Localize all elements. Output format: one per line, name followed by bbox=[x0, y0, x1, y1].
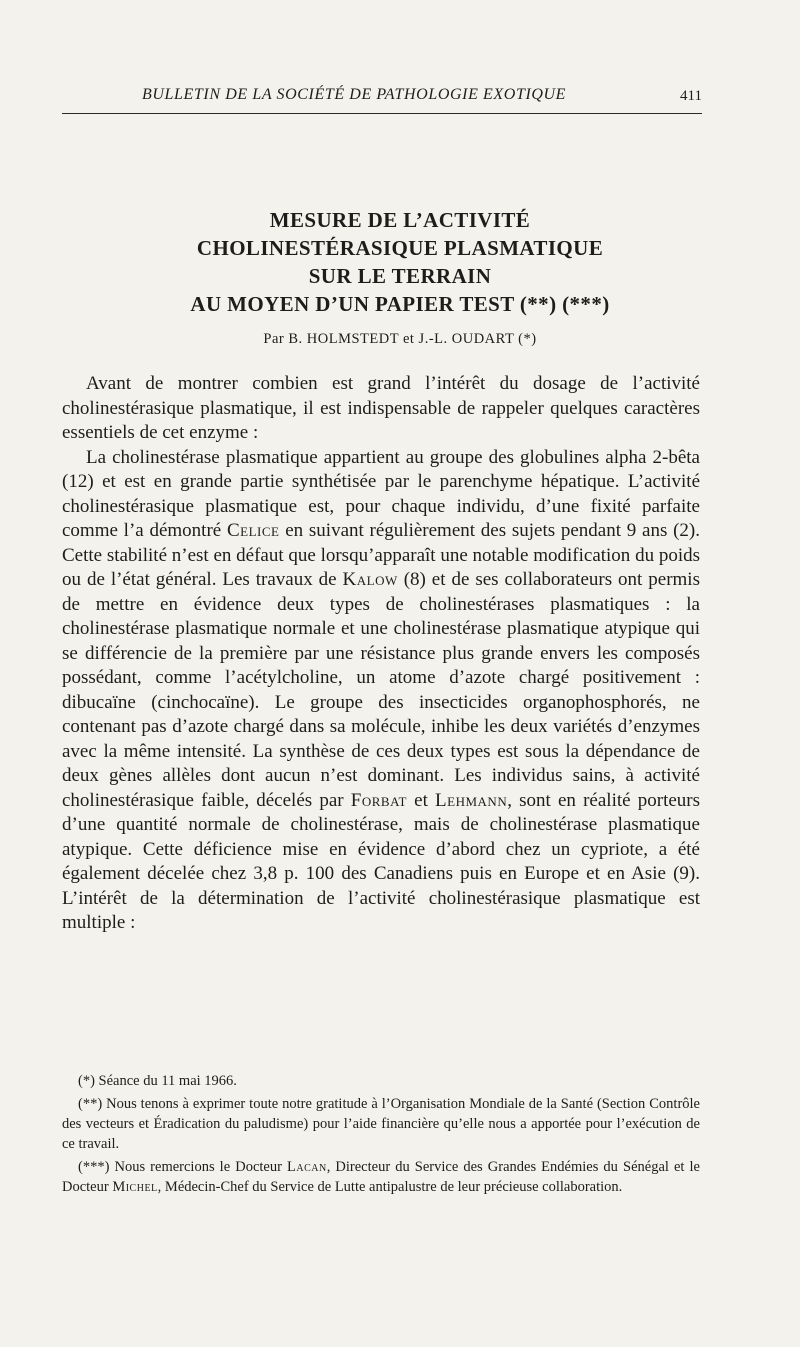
text-run: (***) Nous remercions le Docteur bbox=[78, 1159, 287, 1175]
title-line-3: SUR LE TERRAIN bbox=[308, 264, 492, 288]
title-line-4: AU MOYEN D’UN PAPIER TEST (**) (***) bbox=[190, 292, 610, 316]
footnotes bbox=[62, 1071, 700, 1200]
footnote-1: (*) Séance du 11 mai 1966. bbox=[78, 1073, 237, 1089]
text-run: La cholinestérase plasmatique appartient au groupe des globulines alpha 2-bêta (12) et est en grande partie synthétisée par le parenchyme hépatique. L’activité cholinestérasique plasmatique est, pour chaque individu, d’une fixité parfaite comme l’a démontré bbox=[62, 446, 700, 541]
byline: Par B. HOLMSTEDT et J.-L. OUDART (*) bbox=[263, 331, 537, 347]
author-name-michel: Michel bbox=[112, 1179, 158, 1195]
paragraph-main bbox=[62, 446, 700, 936]
author-name-kalow: Kalow bbox=[342, 569, 398, 590]
page-header bbox=[62, 86, 702, 114]
article-body bbox=[62, 372, 700, 936]
footnote-2-text: (**) Nous tenons à exprimer toute notre gratitude à l’Organisation Mondiale de la Santé (Section Contrôle des vecteurs et Éradication du paludisme) pour l’aide financière qu’elle nous a apportée pour l’exécution de ce travail. bbox=[62, 1096, 700, 1152]
page-number: 411 bbox=[680, 88, 702, 104]
text-run: , Directeur du Service des Grandes Endémies du Sénégal et le Docteur bbox=[62, 1159, 700, 1195]
article-title bbox=[60, 206, 740, 318]
author-name-lehmann: Lehmann bbox=[435, 789, 508, 811]
footnote-2 bbox=[62, 1094, 700, 1154]
text-run: , sont en réalité porteurs d’une quantité normale de cholinestérase, mais de cholinestérase plasmatique atypique. Cette déficience mise en évidence d’abord chez un cypriote, a été également décelée chez 3,8 p. 100 des Canadiens puis en Europe et en Asie (9). L’intérêt de la détermination de l’activité cholinestérasique plasmatique est multiple : bbox=[62, 789, 701, 933]
footnote-3 bbox=[62, 1157, 700, 1197]
title-line-2: CHOLINESTÉRASIQUE PLASMATIQUE bbox=[196, 236, 604, 260]
header-rule bbox=[62, 113, 702, 114]
author-name-forbat: Forbat bbox=[350, 789, 407, 811]
running-title: BULLETIN DE LA SOCIÉTÉ DE PATHOLOGIE EXOTIQUE bbox=[142, 86, 567, 103]
paragraph-intro: Avant de montrer combien est grand l’intérêt du dosage de l’activité cholinestérasique plasmatique, il est indispensable de rappeler quelques caractères essentiels de cet enzyme : bbox=[62, 373, 700, 443]
text-run: et bbox=[406, 789, 436, 811]
text-run: , Médecin-Chef du Service de Lutte antipalustre de leur précieuse collaboration. bbox=[157, 1179, 623, 1195]
title-line-1: MESURE DE L’ACTIVITÉ bbox=[269, 208, 531, 232]
author-name-celice: Celice bbox=[226, 520, 280, 541]
text-run: en suivant régulièrement des sujets pendant 9 ans (2). Cette stabilité n’est en défaut que lorsqu’apparaît une notable modification du poids ou de l’état général. Les travaux de bbox=[62, 520, 700, 590]
author-name-lacan: Lacan bbox=[287, 1159, 327, 1175]
text-run: (8) et de ses collaborateurs ont permis de mettre en évidence deux types de cholinestérases plasmatiques : la cholinestérase plasmatique normale et une cholinestérase plasmatique atypique qui se différencie de la première par une résistance plus grande envers les composés possédant, comme l’acétylcholine, un atome d’azote chargé positivement : dibucaïne (cinchocaïne). Le groupe des insecticides organophosphorés, ne contenant pas d’azote chargé dans sa molécule, inhibe les deux variétés d’enzymes avec la même intensité. La synthèse de ces deux types est sous la dépendance de deux gènes allèles dont aucun n’est dominant. Les individus sains, à activité cholinestérasique faible, décelés par bbox=[62, 569, 700, 811]
